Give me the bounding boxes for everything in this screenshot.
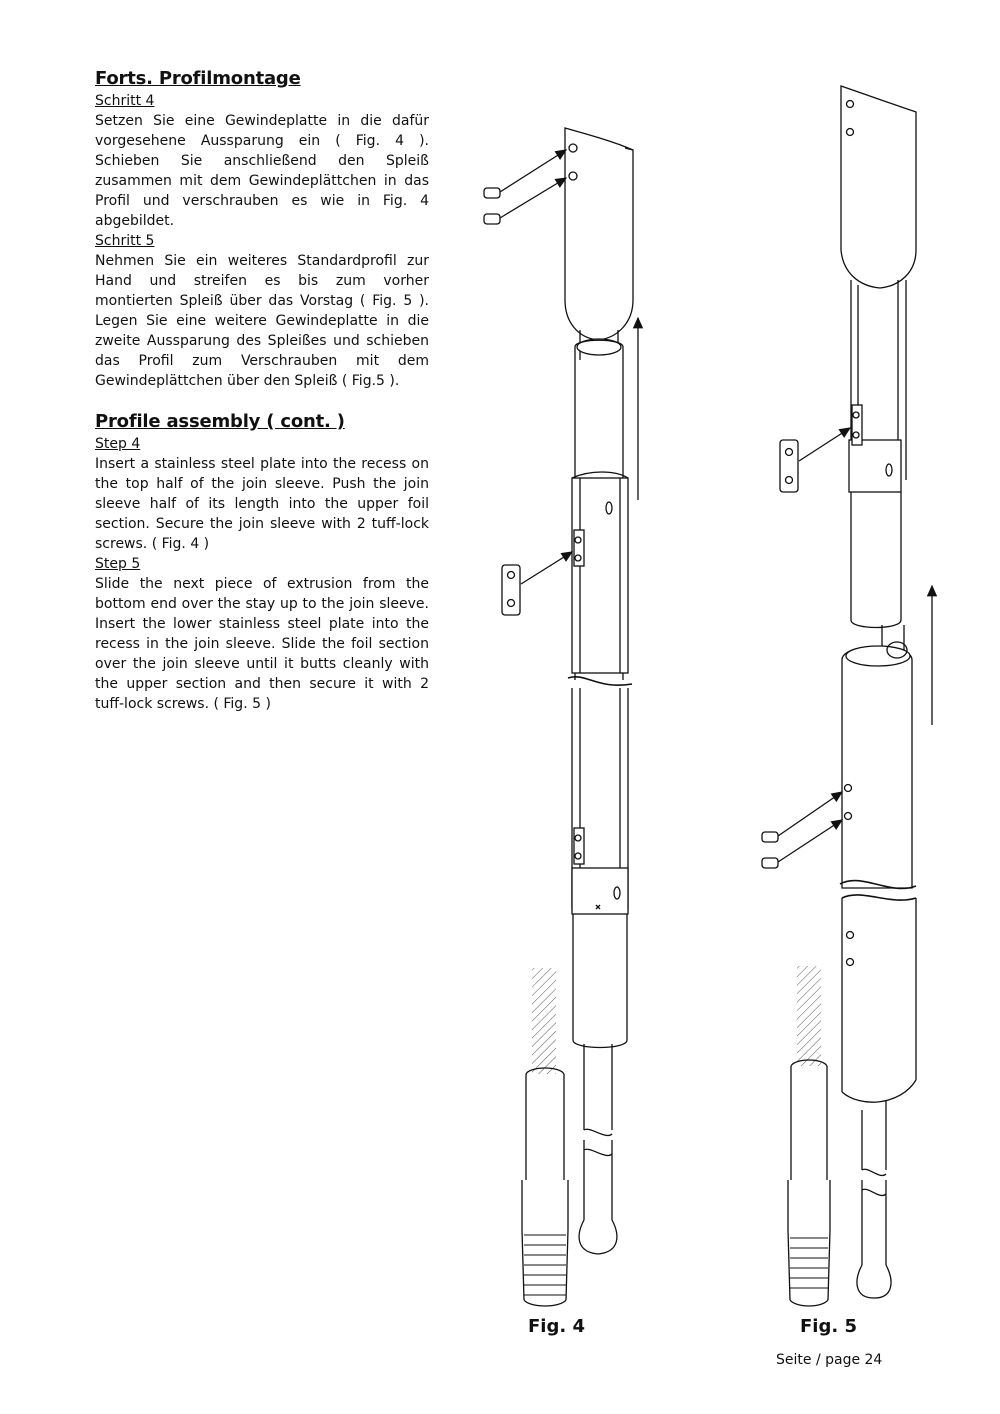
fig4-join-sleeve (572, 340, 628, 680)
german-step4-text: Setzen Sie eine Gewindeplatte in die dafür vorgesehene Aussparung ein ( Fig. 4 ). Schieben Sie anschließend den Spleiß zusammen mit dem Gewindeplättchen in das Profil und verschrauben es wie in Fig. 4 abgebildet. (95, 113, 429, 229)
figure-4-drawing (484, 128, 638, 1306)
english-step4-text: Insert a stainless steel plate into the recess on the top half of the join sleeve. Push the join sleeve half of its length into the upper foil section. Secure the join sleeve with 2 tuff-lock screws. ( Fig. 4 ) (95, 456, 429, 552)
fig4-screws (484, 150, 566, 224)
fig5-join-sleeve (849, 280, 906, 628)
english-section-title: Profile assembly ( cont. ) (95, 411, 345, 432)
german-step4-label: Schritt 4 (95, 93, 155, 109)
english-step5-label: Step 5 (95, 556, 141, 572)
german-section-title: Forts. Profilmontage (95, 68, 301, 89)
figure-5-caption: Fig. 5 (800, 1316, 857, 1337)
fig4-upper-foil (565, 128, 633, 340)
fig5-thread-plate (780, 428, 850, 492)
english-step4-label: Step 4 (95, 436, 141, 452)
fig4-stay-wire (522, 968, 568, 1306)
fig5-lower-foil (840, 642, 916, 1298)
page-number: Seite / page 24 (776, 1352, 883, 1368)
fig5-screws (762, 792, 842, 868)
fig5-stay-wire (788, 966, 830, 1306)
german-step5-label: Schritt 5 (95, 233, 155, 249)
german-step5-text: Nehmen Sie ein weiteres Standardprofil zur Hand und streifen es bis zum vorher montierten Spleiß über das Vorstag ( Fig. 5 ). Legen Sie eine weitere Gewindeplatte in die zweite Aussparung des Spleißes und schieben das Profil zum Verschrauben mit dem Gewindeplättchen über den Spleiß ( Fig.5 ). (95, 253, 429, 389)
fig5-upper-foil (841, 86, 916, 288)
fig4-lower-foil (572, 688, 628, 1254)
figure-4-caption: Fig. 4 (528, 1316, 585, 1337)
english-step5-text: Slide the next piece of extrusion from the bottom end over the stay up to the join sleeve. Insert the lower stainless steel plate into the recess in the join sleeve. Slide the foil section over the join sleeve until it butts cleanly with the upper section and then secure it with 2 tuff-lock screws. ( Fig. 5 ) (95, 576, 429, 712)
fig4-thread-plate (502, 552, 572, 615)
figure-5-drawing (762, 86, 932, 1306)
